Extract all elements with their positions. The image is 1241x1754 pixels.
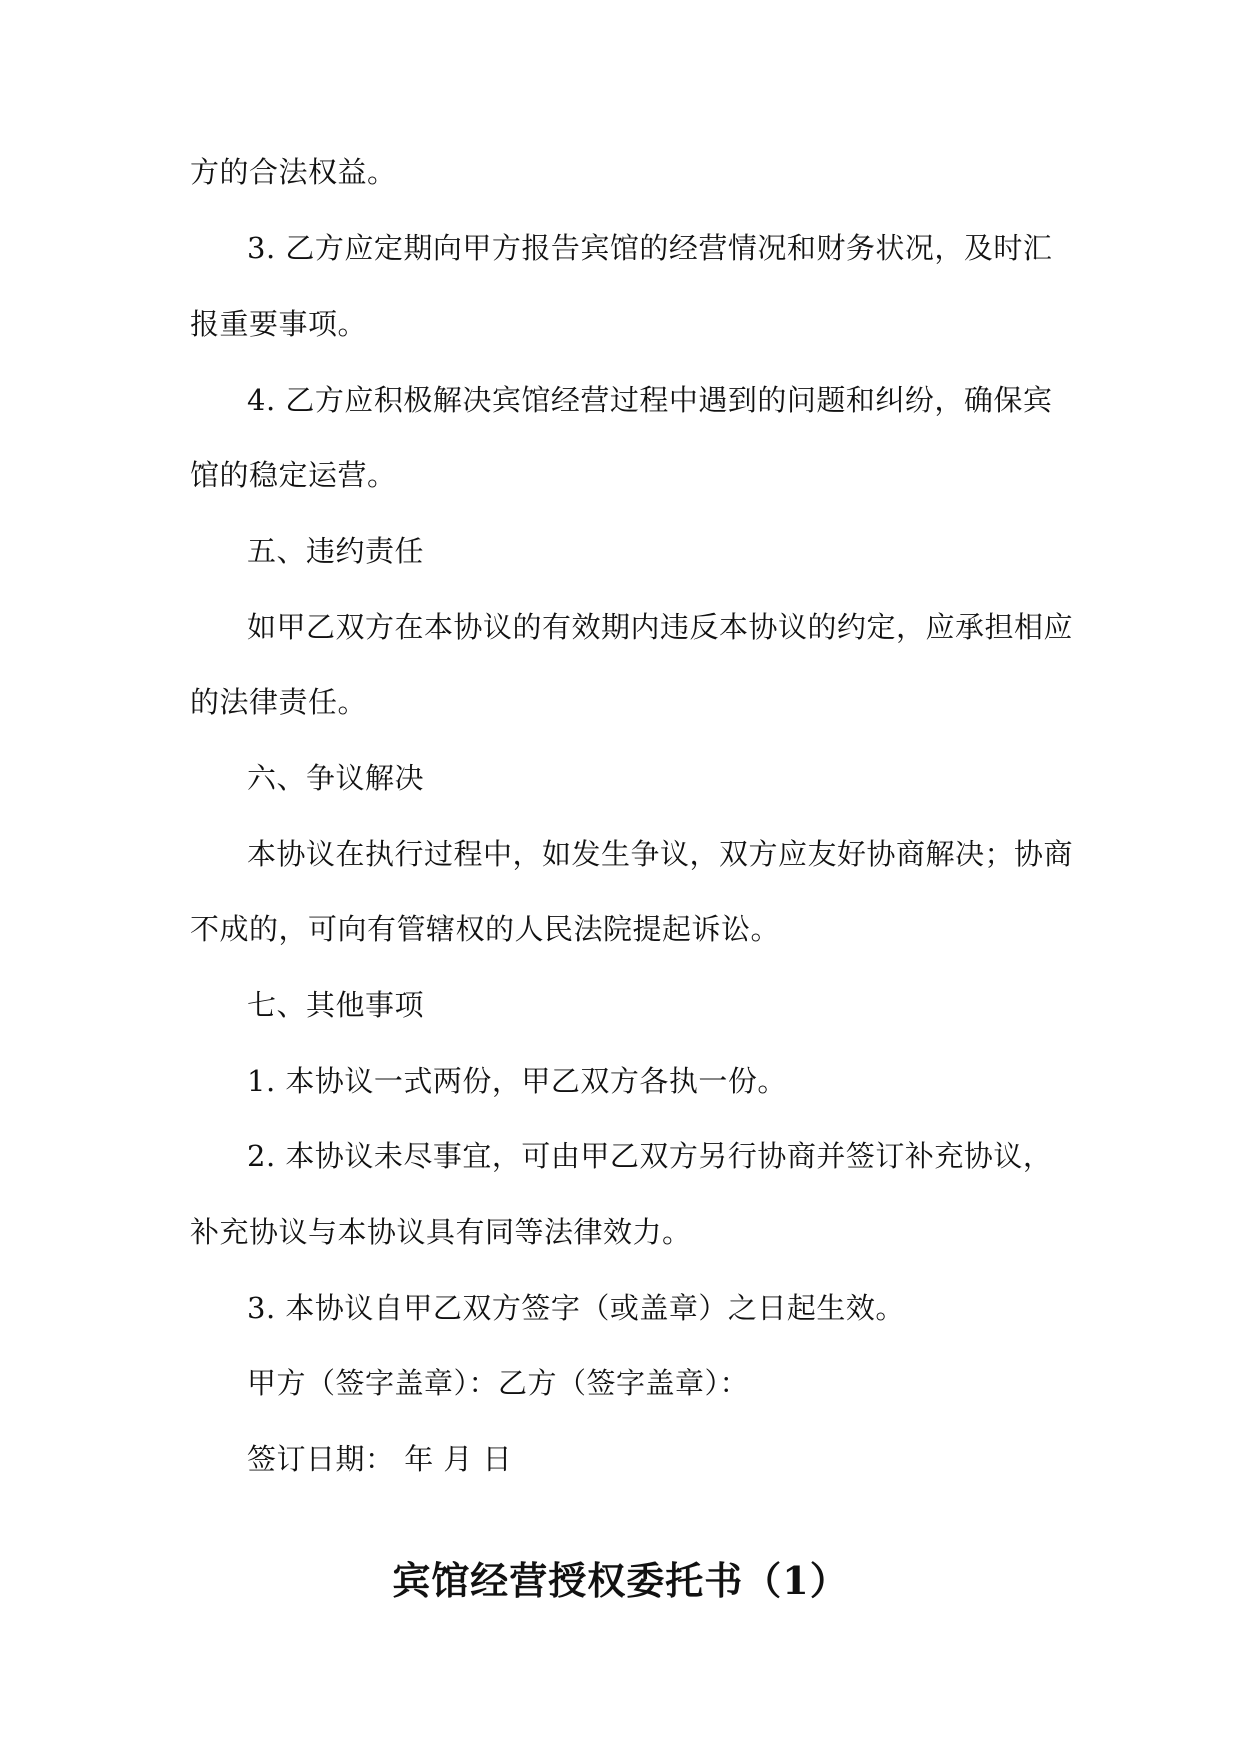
text-line-4: 4. 乙方应积极解决宾馆经营过程中遇到的问题和纠纷，确保宾 — [247, 383, 1053, 417]
section-heading-5: 五、违约责任 — [247, 534, 425, 568]
text-line-15: 补充协议与本协议具有同等法律效力。 — [190, 1215, 692, 1249]
text-line-2: 3. 乙方应定期向甲方报告宾馆的经营情况和财务状况，及时汇 — [247, 231, 1053, 265]
text-line-14: 2. 本协议未尽事宜，可由甲乙双方另行协商并签订补充协议， — [247, 1139, 1053, 1173]
text-line-7: 如甲乙双方在本协议的有效期内违反本协议的约定，应承担相应 — [247, 610, 1074, 644]
text-line-16: 3. 本协议自甲乙双方签字（或盖章）之日起生效。 — [247, 1291, 905, 1325]
section-heading-7: 七、其他事项 — [247, 988, 425, 1022]
text-line-3: 报重要事项。 — [190, 307, 368, 341]
signing-date-line: 签订日期： 年 月 日 — [247, 1442, 513, 1476]
text-line-10: 本协议在执行过程中，如发生争议，双方应友好协商解决；协商 — [247, 837, 1074, 871]
text-line-13: 1. 本协议一式两份，甲乙双方各执一份。 — [247, 1064, 787, 1098]
section-heading-6: 六、争议解决 — [247, 761, 425, 795]
text-line-11: 不成的，可向有管辖权的人民法院提起诉讼。 — [190, 912, 781, 946]
text-line-1: 方的合法权益。 — [190, 155, 397, 189]
text-line-5: 馆的稳定运营。 — [190, 458, 397, 492]
signature-line: 甲方（签字盖章）：乙方（签字盖章）： — [247, 1366, 750, 1400]
text-line-8: 的法律责任。 — [190, 685, 368, 719]
document-title: 宾馆经营授权委托书（1） — [392, 1558, 849, 1603]
